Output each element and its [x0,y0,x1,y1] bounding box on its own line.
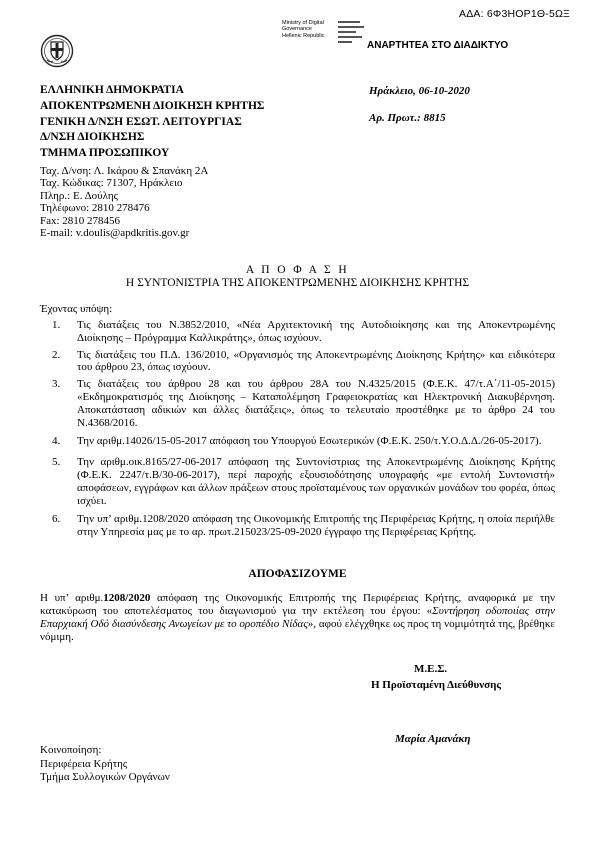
protocol-number: Αρ. Πρωτ.: 8815 [369,112,446,124]
signer-name: Μαρία Αμανάκη [395,733,471,745]
decision-title: Α Π Ο Φ Α Σ Η [245,264,350,276]
contact-block [40,165,208,239]
list-item [52,378,555,429]
decision-project: Συντήρηση οδοποιίας στην Επαρχιακή Οδό διασύνδεσης Ανωγείων με το οροπέδιο Νίδας [40,605,555,630]
decision-pre: Η υπ’ αριθμ. [40,592,104,604]
issuer-header [40,83,264,162]
considering-label: Έχοντας υπόψη: [40,303,113,315]
decision-subtitle: Η ΣΥΝΤΟΝΙΣΤΡΙΑ ΤΗΣ ΑΠΟΚΕΝΤΡΩΜΕΝΗΣ ΔΙΟΙΚΗΣΗΣ ΚΡΗΤΗΣ [125,277,470,289]
notification-block [40,744,170,785]
mes-label: Μ.Ε.Σ. [414,663,448,675]
header-line-4: Δ/ΝΣΗ ΔΙΟΙΚΗΣΗΣ [40,131,145,144]
posted-online-label: ΑΝΑΡΤΗΤΕΑ ΣΤΟ ΔΙΑΔΙΚΤΥΟ [367,40,509,51]
contact-fax: Fax: 2810 278456 [40,214,121,227]
contact-phone: Τηλέφωνο: 2810 278476 [40,202,150,215]
item-text: Την αριθμ.οικ.8165/27-06-2017 απόφαση της Συντονίστριας της Αποκεντρωμένης Διοίκησης Κρήτης (Φ.Ε.Κ. 2247/τ.Β/30-06-2017), περί παροχής εξουσιοδότησης υπογραφής «με εντολή Συντονιστή» αποφάσεων, εγγράφων και άλλων πράξεων στους προϊσταμένους των οργανικών μονάδων του φορέα, όπως ισχύει. [77,456,555,507]
decision-post: », αφού ελέγχθηκε ως προς τη νομιμότητά της, βρέθηκε νόμιμη. [40,618,555,643]
header-line-2: ΑΠΟΚΕΝΤΡΩΜΕΝΗ ΔΙΟΙΚΗΣΗ ΚΡΗΤΗΣ [40,99,265,112]
item-text: Τις διατάξεις του άρθρου 28 και του άρθρου 28Α του Ν.4325/2015 (Φ.Ε.Κ. 47/τ.Α΄/11-05-2015) «Εκδημοκρατισμός της Διοίκησης – Καταπολέμηση Γραφειοκρατίας και Ηλεκτρονική Διακυβέρνηση. Αποκατάσταση αδικιών και άλλες διατάξεις», όπως το τελευταίο προστέθηκε με το άρθρο 24 του Ν.4368/2016. [77,378,555,429]
stamp-line-3: Hellenic Republic [282,32,325,39]
place-date: Ηράκλειο, 06-10-2020 [369,85,470,97]
decision-number: 1208/2020 [103,592,151,604]
item-text: Την αριθμ.14026/15-05-2017 απόφαση του Υπουργού Εσωτερικών (Φ.Ε.Κ. 250/τ.Υ.Ο.Δ.Δ./26-05-2017). [77,435,542,448]
item-number: 5. [52,456,61,469]
item-number: 3. [52,378,61,391]
contact-email: E-mail: v.doulis@apdkritis.gov.gr [40,227,190,240]
item-text: Τις διατάξεις του Π.Δ. 136/2010, «Οργανισμός της Αποκεντρωμένης Διοίκησης Κρήτης» και ειδικότερα του άρθρου 23, όπως ισχύουν. [77,348,555,374]
director-title: Η Προϊσταμένη Διεύθυνσης [371,679,502,691]
ada-code: ΑΔΑ: 6Φ3ΗΟΡ1Θ-5ΩΞ [459,8,571,20]
stamp-line-1: Ministry of Digital [282,20,324,26]
list-item [52,319,555,345]
notification-label: Κοινοποίηση: [40,744,102,756]
notification-recipient-2: Τμήμα Συλλογικών Οργάνων [40,771,170,783]
item-text: Την υπ’ αριθμ.1208/2020 απόφαση της Οικονομικής Επιτροπής της Περιφέρειας Κρήτης, η οποία περιήλθε στην Υπηρεσία μας με το αρ. πρωτ.215023/25-09-2020 έγγραφο της Περιφέρειας Κρήτης. [77,513,555,539]
item-number: 4. [52,435,61,448]
header-line-3: ΓΕΝΙΚΗ Δ/ΝΣΗ ΕΣΩΤ. ΛΕΙΤΟΥΡΓΙΑΣ [40,115,242,128]
contact-info: Πληρ.: Ε. Δούλης [40,189,118,202]
list-item [52,349,555,375]
digital-signature-stamp [282,20,325,39]
decision-paragraph [40,592,555,644]
item-text: Τις διατάξεις του Ν.3852/2010, «Νέα Αρχιτεκτονική της Αυτοδιοίκησης και της Αποκεντρωμένης Διοίκησης – Πρόγραμμα Καλλικράτης», όπως ισχύουν. [77,319,555,344]
stamp-line-2: Governance [282,26,312,33]
item-number: 1. [52,319,61,331]
greek-emblem-icon [40,34,74,68]
header-line-1: ΕΛΛΗΝΙΚΗ ΔΗΜΟΚΡΑΤΙΑ [40,84,184,96]
list-item [52,435,555,448]
list-item [52,456,555,507]
item-number: 6. [52,513,61,526]
contact-address: Ταχ. Δ/νση: Λ. Ικάρου & Σπανάκη 2Α [40,165,209,177]
decision-mid: απόφαση της Οικονομικής Επιτροπής της Περιφέρειας Κρήτης, αναφορικά με την κατακύρωση του αποτελέσματος του διαγωνισμού για την εκτέλεση του έργου: « [40,592,555,617]
stamp-fine-print [338,20,368,49]
decide-heading: ΑΠΟΦΑΣΙΖΟΥΜΕ [248,568,347,580]
header-line-5: ΤΜΗΜΑ ΠΡΟΣΩΠΙΚΟΥ [40,147,170,160]
notification-recipient-1: Περιφέρεια Κρήτης [40,757,128,770]
considerations-list [52,319,555,543]
list-item [52,513,555,539]
item-number: 2. [52,348,61,361]
contact-postcode: Ταχ. Κώδικας: 71307, Ηράκλειο [40,177,183,190]
